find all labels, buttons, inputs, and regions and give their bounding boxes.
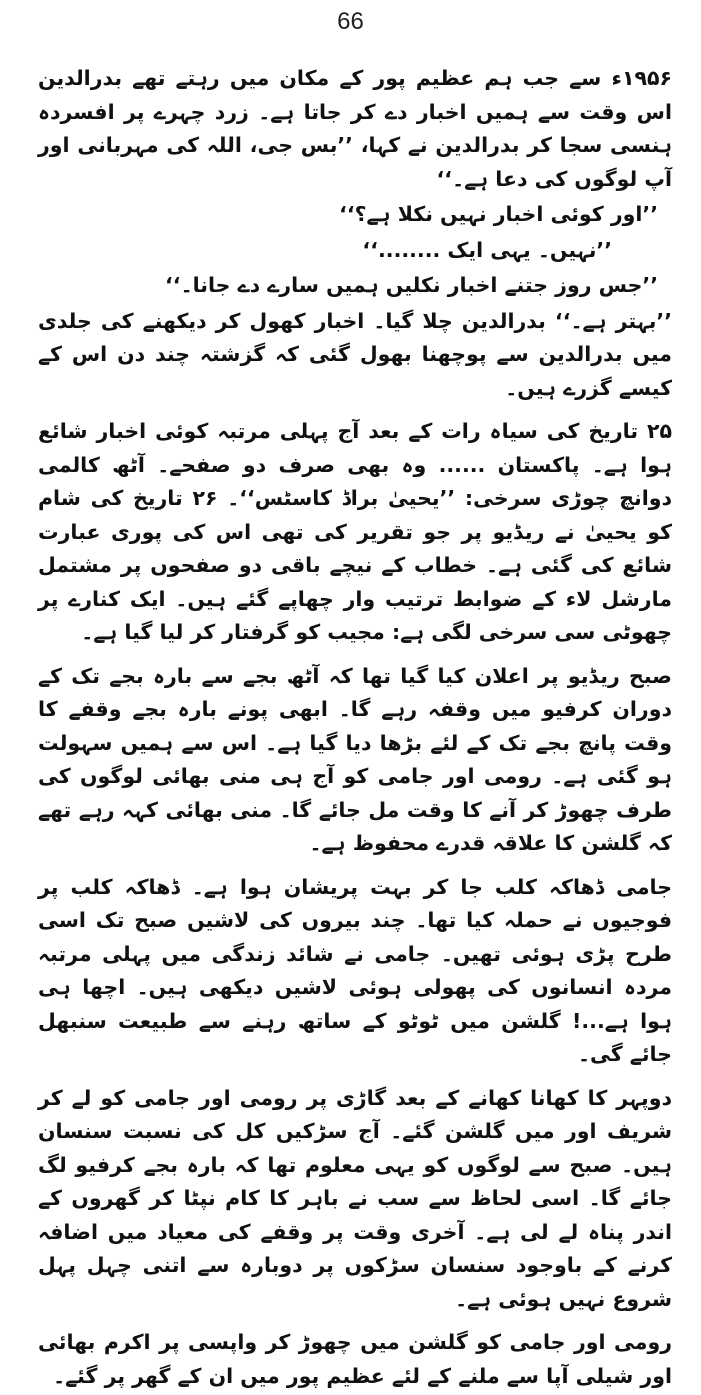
- page-number: 66: [337, 8, 364, 35]
- paragraph-3: ۲۵ تاریخ کی سیاہ رات کے بعد آج پہلی مرتبہ کوئی اخبار شائع ہوا ہے۔ پاکستان ...... وہ بھی صرف دو صفحے۔ آٹھ کالمی دوانچ چوڑی سرخی: ’’یحییٰ براڈ کاسٹس‘‘۔ ۲۶ تاریخ کی شام کو یحییٰ نے ریڈیو پر جو تقریر کی تھی اس کی پوری عبارت شائع کی گئی ہے۔ خطاب کے نیچے باقی دو صفحوں پر مشتمل مارشل لاء کے ضوابط ترتیب وار چھاپے گئے ہیں۔ ایک کنارے پر چھوٹی سی سرخی لگی ہے: مجیب کو گرفتار کر لیا گیا ہے۔: [38, 419, 672, 644]
- dialogue-line-2: ’’نہیں۔ یہی ایک ........‘‘: [362, 237, 612, 262]
- paragraph-6: دوپہر کا کھانا کھانے کے بعد گاڑی پر رومی اور جامی کو لے کر شریف اور میں گلشن گئے۔ آج سڑکیں کل کی نسبت سنسان ہیں۔ صبح سے لوگوں کو یہی معلوم تھا کہ بارہ بجے کرفیو لگ جائے گا۔ اسی لحاظ سے سب نے باہر کا کام نپٹا کر گھروں کے اندر پناہ لے لی ہے۔ آخری وقت پر وقفے کی معیاد میں اضافہ کرنے کے باوجود سنسان سڑکوں پر دوبارہ سے اتنی چہل پہل شروع نہیں ہوئی ہے۔: [38, 1085, 672, 1311]
- paragraph-5: جامی ڈھاکہ کلب جا کر بہت پریشان ہوا ہے۔ ڈھاکہ کلب پر فوجیوں نے حملہ کیا تھا۔ چند بیروں کی لاشیں صبح تک اسی طرح پڑی ہوئی تھیں۔ جامی نے شائد زندگی میں پہلی مرتبہ مردہ انسانوں کی پھولی ہوئی لاشیں دیکھی ہیں۔ اچھا ہی ہوا ہے...! گلشن میں ٹوٹو کے ساتھ رہنے سے طبیعت سنبھل جائے گی۔: [38, 874, 672, 1066]
- dialogue-line-1: ’’اور کوئی اخبار نہیں نکلا ہے؟‘‘: [339, 202, 658, 226]
- paragraph-2: ’’بہتر ہے۔‘‘ بدرالدین چلا گیا۔ اخبار کھول کر دیکھنے کی جلدی میں بدرالدین سے پوچھنا بھول گئی کہ گزشتہ چند دن اس کے کیسے گزرے ہیں۔: [38, 308, 672, 400]
- paragraph-4: صبح ریڈیو پر اعلان کیا گیا تھا کہ آٹھ بجے سے بارہ بجے تک کے دوران کرفیو میں وقفہ رہے گا۔ ابھی پونے بارہ بجے وقفے کا وقت پانچ بجے تک کے لئے بڑھا دیا گیا ہے۔ اس سے ہمیں سہولت ہو گئی ہے۔ رومی اور جامی کو آج ہی منی بھائی لوگوں کی طرف چھوڑ کر آنے کا وقت مل جائے گا۔ منی بھائی کہہ رہے تھے کہ گلشن کا علاقہ قدرے محفوظ ہے۔: [38, 663, 672, 855]
- dialogue-line-3: ’’جس روز جتنے اخبار نکلیں ہمیں سارے دے جانا۔‘‘: [165, 273, 658, 297]
- paragraph-7: رومی اور جامی کو گلشن میں چھوڑ کر واپسی پر اکرم بھائی اور شیلی آپا سے ملنے کے لئے عظیم پور میں ان کے گھر پر گئے۔: [38, 1330, 672, 1388]
- paragraph-1: ۱۹۵۶ء سے جب ہم عظیم پور کے مکان میں رہتے تھے بدرالدین اس وقت سے ہمیں اخبار دے کر جاتا ہے۔ زرد چہرے پر افسردہ ہنسی سجا کر بدرالدین نے کہا، ’’بس جی، اللہ کی مہربانی اور آپ لوگوں کی دعا ہے۔‘‘: [38, 66, 672, 191]
- page-body-text: [38, 62, 672, 1395]
